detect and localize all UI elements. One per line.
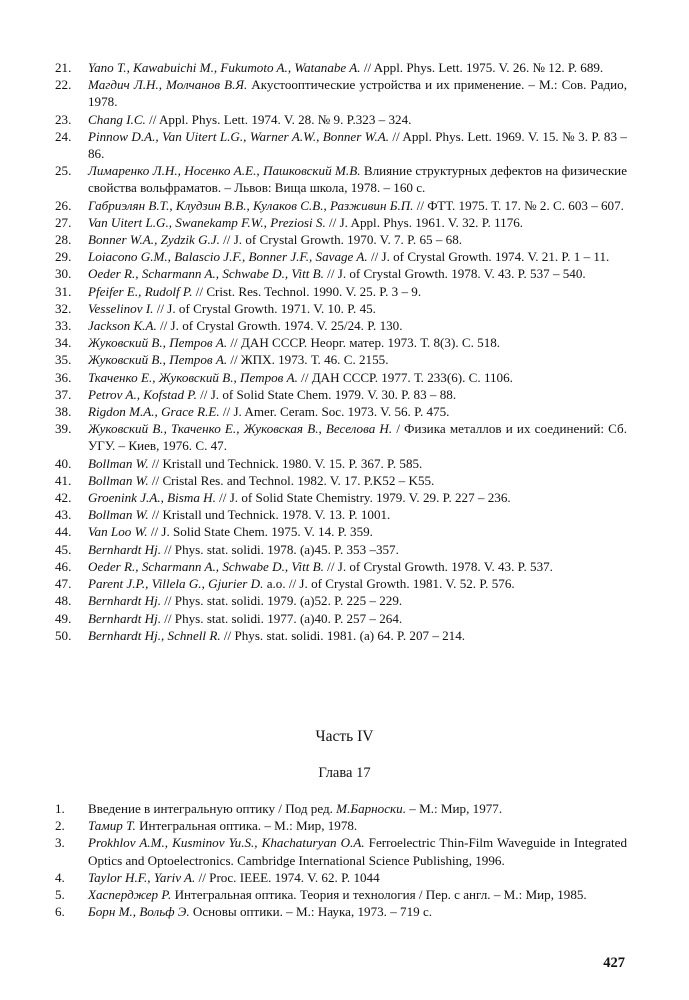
reference-authors: Bollman W. [88,507,149,523]
reference-number: 43. [55,507,72,523]
reference-authors: Parent J.P., Villela G., Gjurier D. [88,576,264,592]
reference-source: // Phys. stat. solidi. 1977. (a)40. P. 257 – 264. [160,610,403,626]
reference-authors: Loiacono G.M., Balascio J.F., Bonner J.F., Savage A. [88,249,368,265]
reference-number: 23. [55,111,72,127]
reference-number: 21. [55,60,72,75]
reference-source: / Физика металлов и их соединений: Сб. УГУ. – Киев, 1976. С. 47. [88,421,627,454]
reference-number: 22. [55,77,72,93]
reference-source: // J. of Solid State Chemistry. 1979. V. 29. P. 227 – 236. [215,490,511,506]
reference-title: Введение в интегральную оптику / Под ред. [88,801,337,816]
reference-source: // J. of Crystal Growth. 1974. V. 21. P. 1 – 11. [367,249,610,265]
reference-item [55,111,627,128]
reference-number: 29. [55,249,72,265]
reference-source: Ferroelectric Thin-Film Waveguide in Integrated Optics and Optoelectronics. Cambridge International Science Publishing, 1996. [88,835,627,868]
reference-authors: Jackson K.A. [88,318,157,334]
reference-source: // Kristall und Technick. 1978. V. 13. P. 1001. [148,507,391,523]
chapter-title: Глава 17 [318,765,371,781]
reference-authors: Rigdon M.A., Grace R.E. [88,404,220,420]
reference-authors: Bollman W. [88,455,149,471]
reference-item [55,627,627,644]
reference-number: 47. [55,576,72,592]
reference-source: Интегральная оптика. Теория и технология / Пер. с англ. – М.: Мир, 1985. [171,887,587,903]
reference-source: // J. of Crystal Growth. 1978. V. 43. P. 537 – 540. [323,266,586,282]
reference-authors: Oeder R., Scharmann A., Schwabe D., Vitt B. [88,558,324,574]
reference-number: 5. [55,887,65,903]
reference-number: 25. [55,163,72,179]
reference-number: 30. [55,266,72,282]
reference-number: 26. [55,197,72,213]
reference-item [55,869,627,886]
reference-authors: Лимаренко Л.Н., Носенко А.Е., Пашковский М.В. [88,163,361,179]
reference-authors: Oeder R., Scharmann A., Schwabe D., Vitt B. [88,266,324,282]
reference-number: 38. [55,404,72,420]
reference-number: 31. [55,283,72,299]
reference-item [55,817,627,834]
reference-item [55,420,627,454]
part-title: Часть IV [315,728,374,745]
reference-source: // J. of Crystal Growth. 1970. V. 7. P. 65 – 68. [219,232,463,248]
reference-number: 41. [55,472,72,488]
reference-source: // J. Appl. Phys. 1961. V. 32. P. 1176. [325,214,524,230]
reference-number: 24. [55,128,72,144]
reference-authors: Bernhardt Hj. [88,541,161,557]
reference-source: // Cristal Res. and Technol. 1982. V. 17. P.K52 – K55. [148,472,435,488]
reference-number: 48. [55,593,72,609]
reference-item [55,265,627,282]
reference-item [55,369,627,386]
reference-authors: Тамир Т. [88,818,136,834]
reference-authors: Борн М., Вольф Э. [88,904,190,920]
reference-number: 2. [55,818,65,834]
reference-number: 28. [55,232,72,248]
reference-item [55,558,627,575]
reference-source: Акустооптические устройства и их применение. – М.: Сов. Радио, 1978. [88,77,627,110]
reference-number: 45. [55,541,72,557]
reference-number: 34. [55,335,72,351]
reference-item [55,541,627,558]
reference-authors: Vesselinov I. [88,300,154,316]
reference-number: 44. [55,524,72,540]
reference-source: // Phys. stat. solidi. 1978. (a)45. P. 353 –357. [160,541,399,557]
reference-number: 33. [55,318,72,334]
reference-authors: М.Барноски. [336,801,406,816]
reference-item [55,283,627,300]
reference-item [55,128,627,162]
reference-source: // Phys. stat. solidi. 1979. (a)52. P. 225 – 229. [160,593,403,609]
reference-authors: Габриэлян В.Т., Клудзин В.В., Кулаков С.В., Разживин Б.П. [88,197,414,213]
reference-item [55,317,627,334]
reference-authors: Groenink J.A., Bisma H. [88,490,216,506]
reference-source: – М.: Мир, 1977. [405,801,503,816]
reference-authors: Ткаченко Е., Жуковский В., Петров А. [88,369,298,385]
reference-authors: Жуковский В., Петров А. [88,335,228,351]
chapter-reference-list [55,800,627,920]
reference-source: // J. of Crystal Growth. 1974. V. 25/24. P. 130. [156,318,403,334]
reference-authors: Chang I.C. [88,111,146,127]
reference-item [55,489,627,506]
reference-item [55,403,627,420]
reference-number: 37. [55,386,72,402]
page-number: 427 [603,955,625,971]
reference-item [55,334,627,351]
reference-source: // Appl. Phys. Lett. 1974. V. 28. № 9. P.323 – 324. [145,111,412,127]
reference-authors: Petrov A., Kofstad P. [88,386,197,402]
reference-authors: Van Uitert L.G., Swanekamp F.W., Preziosi S. [88,214,326,230]
reference-authors: Bernhardt Hj. [88,610,161,626]
reference-item [55,386,627,403]
reference-authors: Bollman W. [88,472,149,488]
reference-item [55,575,627,592]
reference-item [55,300,627,317]
reference-source: // Proc. IEEE. 1974. V. 62. P. 1044 [195,869,380,885]
reference-item [55,903,627,920]
reference-authors: Van Loo W. [88,524,148,540]
reference-number: 39. [55,421,72,437]
reference-list-continued [55,59,627,644]
reference-authors: Prokhlov A.M., Kusminov Yu.S., Khachaturyan O.A. [88,835,365,851]
reference-source: // Appl. Phys. Lett. 1969. V. 15. № 3. P. 83 – 86. [88,128,627,162]
reference-authors: Магдич Л.Н., Молчанов В.Я. [88,77,248,93]
reference-authors: Yano T., Kawabuichi M., Fukumoto A., Watanabe A. [88,60,361,75]
reference-source: // J. of Crystal Growth. 1971. V. 10. P. 45. [153,300,376,316]
reference-item [55,506,627,523]
reference-item [55,523,627,540]
reference-number: 46. [55,558,72,574]
reference-number: 27. [55,214,72,230]
reference-authors: Pfeifer E., Rudolf P. [88,283,193,299]
reference-number: 49. [55,610,72,626]
reference-authors: Жуковский В., Петров А. [88,352,228,368]
reference-authors: Bernhardt Hj., Schnell R. [88,627,221,643]
reference-item [55,59,627,76]
reference-source: // ДАН СССР. Неорг. матер. 1973. Т. 8(3). С. 518. [227,335,501,351]
reference-authors: Pinnow D.A., Van Uitert L.G., Warner A.W., Bonner W.A. [88,128,389,144]
reference-item [55,610,627,627]
reference-number: 40. [55,455,72,471]
reference-number: 6. [55,904,65,920]
reference-source: Интегральная оптика. – М.: Мир, 1978. [135,818,358,834]
reference-item [55,800,627,817]
reference-number: 50. [55,627,72,643]
reference-number: 4. [55,869,65,885]
reference-source: Влияние структурных дефектов на физические свойства вольфраматов. – Львов: Вища школа, 1978. – 160 с. [88,163,627,196]
reference-source: a.o. // J. of Crystal Growth. 1981. V. 52. P. 576. [263,576,515,592]
reference-authors: Жуковский В., Ткаченко Е., Жуковская В., Веселова Н. [88,421,393,437]
reference-source: // Appl. Phys. Lett. 1975. V. 26. № 12. P. 689. [360,60,604,75]
reference-item [55,592,627,609]
reference-source: Основы оптики. – М.: Наука, 1973. – 719 с. [189,904,433,920]
reference-source: // ДАН СССР. 1977. Т. 233(6). С. 1106. [297,369,513,385]
reference-item [55,76,627,110]
reference-source: // J. Solid State Chem. 1975. V. 14. P. 359. [147,524,373,540]
reference-item [55,162,627,196]
reference-item [55,197,627,214]
reference-number: 35. [55,352,72,368]
reference-source: // J. of Solid State Chem. 1979. V. 30. P. 83 – 88. [196,386,457,402]
reference-number: 36. [55,369,72,385]
reference-source: // Kristall und Technick. 1980. V. 15. P. 367. P. 585. [148,455,423,471]
reference-number: 32. [55,300,72,316]
reference-authors: Bernhardt Hj. [88,593,161,609]
reference-authors: Bonner W.A., Zydzik G.J. [88,232,220,248]
reference-item [55,834,627,868]
reference-authors: Taylor H.F., Yariv A. [88,869,196,885]
reference-source: // Crist. Res. Technol. 1990. V. 25. P. 3 – 9. [192,283,422,299]
reference-item [55,351,627,368]
reference-item [55,214,627,231]
reference-number: 1. [55,801,65,816]
reference-item [55,248,627,265]
reference-source: // ЖПХ. 1973. Т. 46. С. 2155. [227,352,389,368]
reference-source: // J. of Crystal Growth. 1978. V. 43. P. 537. [323,558,553,574]
reference-item [55,455,627,472]
reference-item [55,231,627,248]
reference-authors: Хасперджер Р. [88,887,172,903]
reference-number: 42. [55,490,72,506]
reference-source: // Phys. stat. solidi. 1981. (a) 64. P. 207 – 214. [220,627,466,643]
reference-item [55,886,627,903]
reference-source: // J. Amer. Ceram. Soc. 1973. V. 56. P. 475. [219,404,450,420]
reference-source: // ФТТ. 1975. Т. 17. № 2. С. 603 – 607. [413,197,624,213]
reference-item [55,472,627,489]
reference-number: 3. [55,835,65,851]
